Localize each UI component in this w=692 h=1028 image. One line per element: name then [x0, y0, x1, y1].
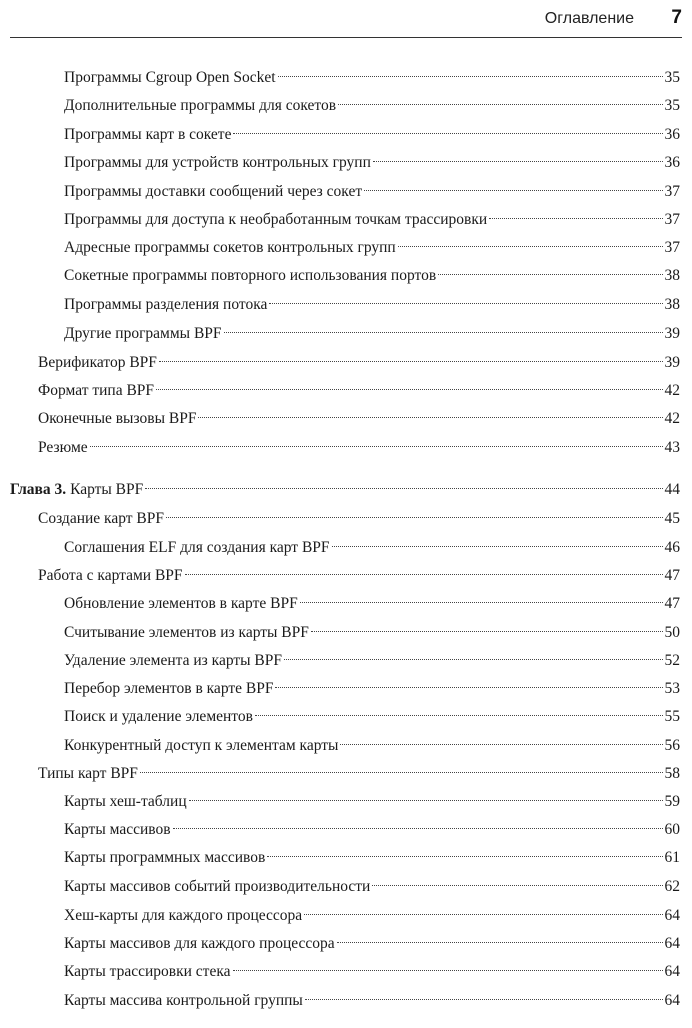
- toc-entry-page: 36: [664, 126, 680, 143]
- toc-entry: [64, 790, 680, 814]
- toc-entry-text: Сокетные программы повторного использования портов: [64, 267, 437, 284]
- dot-leader: [438, 274, 662, 275]
- toc-entry-text: Создание карт BPF: [38, 510, 164, 527]
- toc-entry-title: [64, 236, 396, 260]
- toc-entry-page: 55: [664, 708, 680, 725]
- dot-leader: [364, 190, 662, 191]
- toc-entry-text: Программы доставки сообщений через сокет: [64, 183, 363, 200]
- dot-leader: [304, 914, 662, 915]
- dot-leader: [233, 970, 663, 971]
- dot-leader: [156, 389, 662, 390]
- toc-entry-title: [64, 264, 436, 288]
- toc-entry-text: Дополнительные программы для сокетов: [64, 97, 337, 114]
- toc-entry-title: [64, 322, 222, 346]
- toc-entry-page: 45: [664, 510, 680, 527]
- toc-entry-title: [64, 649, 282, 673]
- dot-leader: [145, 488, 662, 489]
- toc-entry-page: 58: [664, 765, 680, 782]
- toc-entry-title: [64, 904, 302, 928]
- toc-entry-page: 35: [664, 97, 680, 114]
- toc-entry-text: Типы карт BPF: [38, 765, 138, 782]
- toc-entry-title: [10, 478, 143, 502]
- toc-entry-page: 39: [664, 325, 680, 342]
- toc-entry: [38, 564, 680, 588]
- toc-entry-page: 42: [664, 382, 680, 399]
- toc-entry-text: Карты массивов: [64, 821, 171, 838]
- toc-entry-text: Карты хеш-таблиц: [64, 793, 187, 810]
- toc-entry-title: [64, 151, 371, 175]
- toc-entry: [64, 264, 680, 288]
- dot-leader: [198, 417, 662, 418]
- toc-entry-page: 53: [664, 680, 680, 697]
- toc-entry-title: [64, 734, 338, 758]
- toc-entry: [64, 236, 680, 260]
- running-header-section: Оглавление: [544, 10, 634, 27]
- toc-entry: [38, 407, 680, 431]
- toc-entry-text: Поиск и удаление элементов: [64, 708, 253, 725]
- toc-entry: [64, 536, 680, 560]
- toc-entry: [64, 989, 680, 1013]
- toc-entry-title: [64, 123, 231, 147]
- toc-entry-title: [64, 94, 336, 118]
- running-header-page-number: 7: [671, 7, 682, 28]
- dot-leader: [166, 517, 663, 518]
- toc-entry-text: Программы для устройств контрольных групп: [64, 154, 371, 171]
- dot-leader: [189, 800, 663, 801]
- toc-entry: [64, 621, 680, 645]
- toc-entry-text: Другие программы BPF: [64, 325, 222, 342]
- toc-entry-title: [64, 66, 276, 90]
- dot-leader: [159, 361, 663, 362]
- toc-entry-title: [64, 293, 267, 317]
- toc-entry-page: 44: [664, 481, 680, 498]
- toc-entry-text: Верификатор BPF: [38, 354, 157, 371]
- toc-entry: [64, 293, 680, 317]
- toc-entry-text: Программы разделения потока: [64, 296, 268, 313]
- toc-entry-text: Карты трассировки стека: [64, 963, 231, 980]
- toc-entry: [64, 66, 680, 90]
- toc-entry-text: Программы Cgroup Open Socket: [64, 69, 276, 86]
- toc-entry-page: 59: [664, 793, 680, 810]
- toc-entry-title: [64, 846, 265, 870]
- toc-entry: [38, 507, 680, 531]
- toc-entry-page: 47: [664, 595, 680, 612]
- toc-entry-title: [64, 208, 487, 232]
- toc-entry-text: Удаление элемента из карты BPF: [64, 652, 283, 669]
- toc-entry-page: 37: [664, 183, 680, 200]
- toc-entry-title: [38, 407, 196, 431]
- toc-chapter-entry: [10, 478, 680, 502]
- dot-leader: [224, 332, 663, 333]
- toc-entry-text: Карты массива контрольной группы: [64, 992, 303, 1009]
- toc-entry-title: [64, 932, 335, 956]
- dot-leader: [90, 446, 663, 447]
- toc-entry-text: Работа с картами BPF: [38, 567, 183, 584]
- toc-entry-page: 62: [664, 878, 680, 895]
- toc-chapter-prefix: Глава 3.: [10, 481, 67, 498]
- toc-entry-text: Формат типа BPF: [38, 382, 155, 399]
- toc-entry: [64, 94, 680, 118]
- dot-leader: [311, 631, 663, 632]
- toc-entry-title: [38, 436, 88, 460]
- dot-leader: [338, 104, 662, 105]
- toc-entry-page: 64: [664, 992, 680, 1009]
- toc-entry: [64, 818, 680, 842]
- toc-entry-page: 64: [664, 963, 680, 980]
- dot-leader: [185, 574, 663, 575]
- toc-entry-page: 61: [664, 849, 680, 866]
- toc-entry-page: 56: [664, 737, 680, 754]
- toc-entry-page: 46: [664, 539, 680, 556]
- toc-entry: [64, 151, 680, 175]
- toc-entry: [64, 705, 680, 729]
- toc-entry-text: Карты массивов событий производительности: [64, 878, 371, 895]
- toc-entry: [38, 379, 680, 403]
- toc-entry: [38, 762, 680, 786]
- toc-entry-page: 39: [664, 354, 680, 371]
- dot-leader: [332, 546, 663, 547]
- toc-entry-title: [64, 677, 273, 701]
- toc-entry-text: Программы для доступа к необработанным точкам трассировки: [64, 211, 488, 228]
- toc-entry: [38, 436, 680, 460]
- toc-entry: [64, 846, 680, 870]
- toc-entry: [64, 123, 680, 147]
- toc-entry: [64, 208, 680, 232]
- toc-entry-title: [64, 536, 330, 560]
- toc-entry: [64, 875, 680, 899]
- toc-entry-page: 64: [664, 907, 680, 924]
- toc-entry-text: Карты BPF: [70, 481, 144, 498]
- toc-entry-page: 64: [664, 935, 680, 952]
- dot-leader: [275, 687, 662, 688]
- toc-entry-text: Карты массивов для каждого процессора: [64, 935, 335, 952]
- toc-entry-text: Перебор элементов в карте BPF: [64, 680, 274, 697]
- running-header: [10, 0, 682, 38]
- dot-leader: [305, 999, 663, 1000]
- dot-leader: [372, 885, 662, 886]
- toc-entry-page: 38: [664, 267, 680, 284]
- toc-entry-title: [64, 621, 309, 645]
- toc-entry: [64, 904, 680, 928]
- toc-entry-page: 35: [664, 69, 680, 86]
- toc-entry-page: 43: [664, 439, 680, 456]
- toc-entry: [38, 351, 680, 375]
- toc-entry: [64, 180, 680, 204]
- toc-entry-page: 47: [664, 567, 680, 584]
- toc-entry-title: [64, 818, 171, 842]
- dot-leader: [269, 303, 662, 304]
- dot-leader: [140, 772, 663, 773]
- toc-entry-title: [64, 705, 253, 729]
- dot-leader: [267, 856, 662, 857]
- dot-leader: [373, 161, 663, 162]
- toc-entry-title: [64, 875, 370, 899]
- dot-leader: [398, 246, 663, 247]
- dot-leader: [233, 133, 662, 134]
- toc-entry: [64, 592, 680, 616]
- toc-entry-page: 36: [664, 154, 680, 171]
- toc-entry: [64, 932, 680, 956]
- toc-entry-title: [64, 790, 187, 814]
- toc-entry-title: [64, 989, 303, 1013]
- toc-entry: [64, 734, 680, 758]
- toc-entry-title: [64, 180, 362, 204]
- toc-entry-text: Обновление элементов в карте BPF: [64, 595, 298, 612]
- toc-entry-page: 50: [664, 624, 680, 641]
- toc-entry-text: Считывание элементов из карты BPF: [64, 624, 309, 641]
- toc-entry-page: 37: [664, 211, 680, 228]
- toc-entry-text: Резюме: [38, 439, 88, 456]
- dot-leader: [173, 828, 663, 829]
- toc-entry-text: Адресные программы сокетов контрольных групп: [64, 239, 396, 256]
- dot-leader: [337, 942, 663, 943]
- toc-entry: [64, 960, 680, 984]
- toc-entry-text: Хеш-карты для каждого процессора: [64, 907, 303, 924]
- toc-entry-title: [38, 564, 183, 588]
- dot-leader: [300, 602, 663, 603]
- dot-leader: [255, 715, 663, 716]
- toc-entry-page: 52: [664, 652, 680, 669]
- dot-leader: [284, 659, 662, 660]
- toc-entry: [64, 322, 680, 346]
- toc-entry-title: [38, 379, 154, 403]
- toc-entry: [64, 677, 680, 701]
- toc-entry-text: Программы карт в сокете: [64, 126, 232, 143]
- toc-entry-text: Карты программных массивов: [64, 849, 266, 866]
- toc-entry-page: 60: [664, 821, 680, 838]
- toc-entry-page: 42: [664, 410, 680, 427]
- toc-entry: [64, 649, 680, 673]
- toc-entry-page: 37: [664, 239, 680, 256]
- toc-entry-title: [38, 351, 157, 375]
- dot-leader: [489, 218, 662, 219]
- toc-entry-text: Оконечные вызовы BPF: [38, 410, 197, 427]
- toc-entry-title: [64, 592, 298, 616]
- toc-entry-text: Соглашения ELF для создания карт BPF: [64, 539, 330, 556]
- dot-leader: [278, 76, 663, 77]
- toc-entry-page: 38: [664, 296, 680, 313]
- dot-leader: [340, 744, 662, 745]
- toc-entry-title: [38, 507, 164, 531]
- toc-entry-text: Конкурентный доступ к элементам карты: [64, 737, 339, 754]
- toc-entry-title: [38, 762, 138, 786]
- toc-entry-title: [64, 960, 231, 984]
